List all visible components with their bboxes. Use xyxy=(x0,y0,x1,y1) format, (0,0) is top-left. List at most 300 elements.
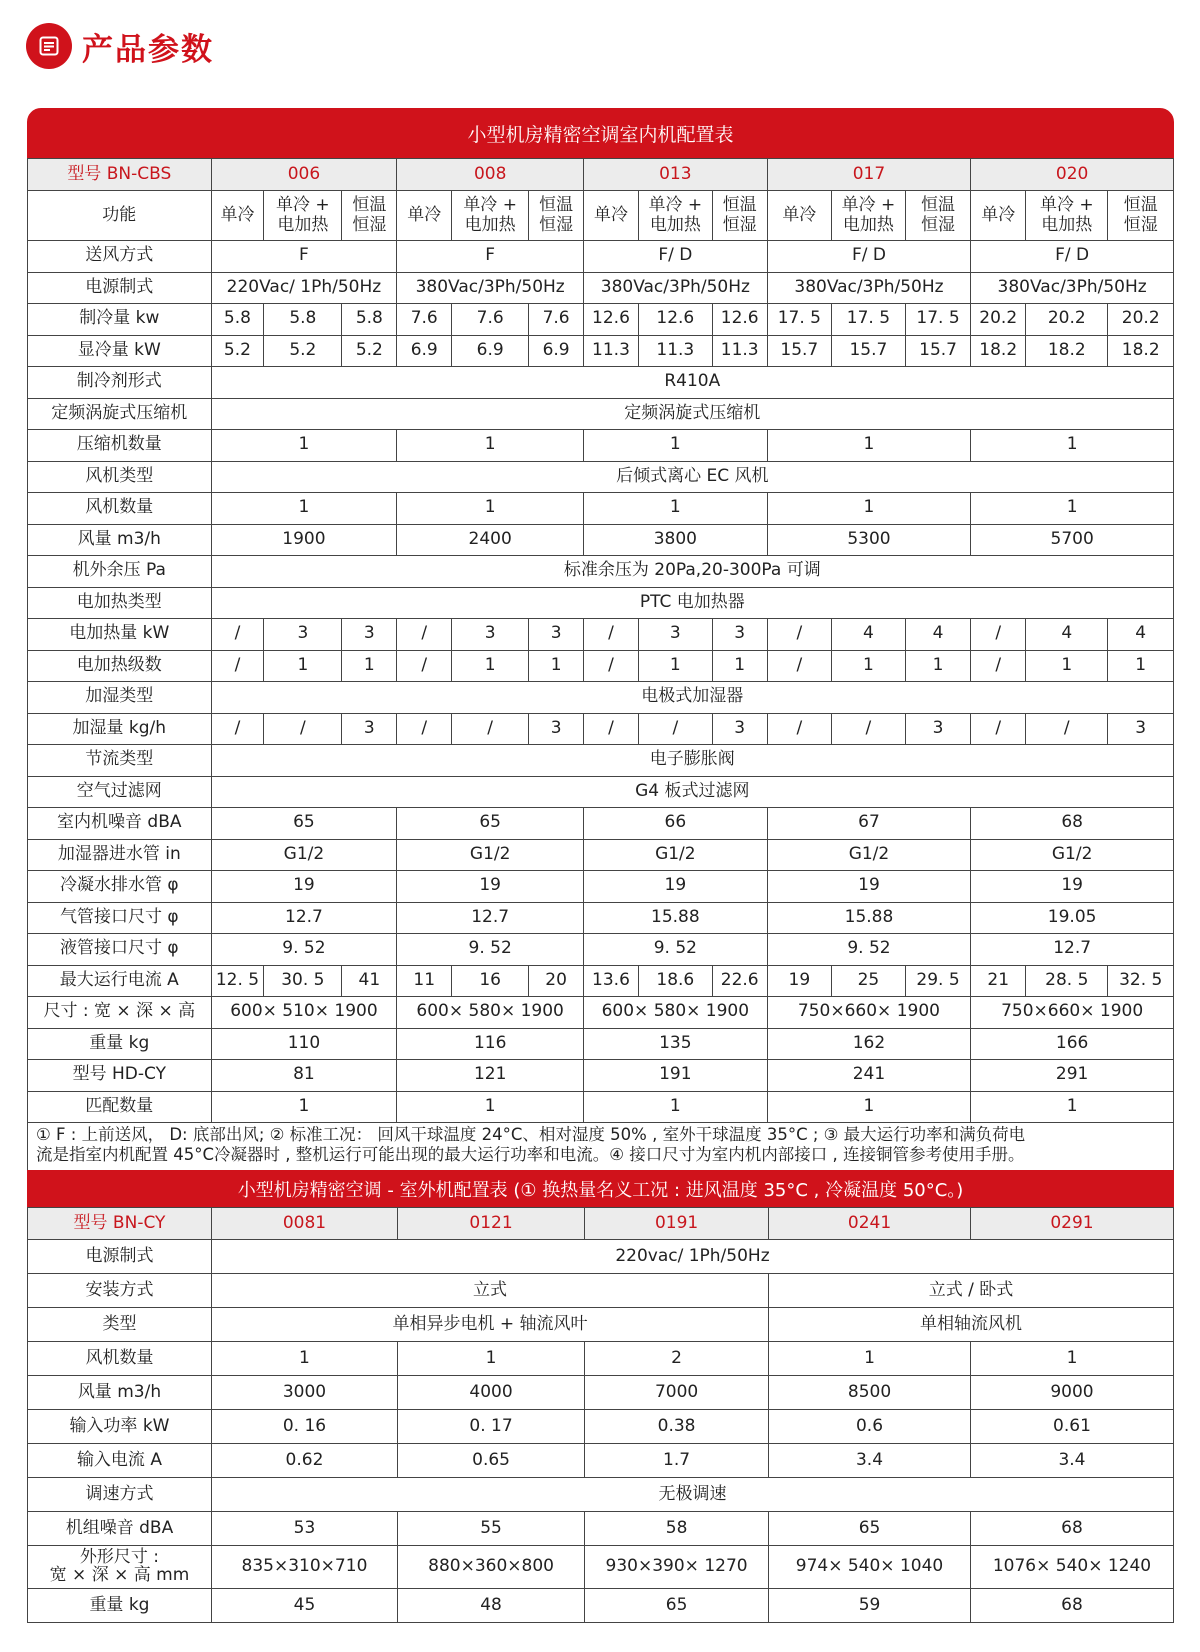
table-cell: 3 xyxy=(264,619,342,651)
model-header: 006 xyxy=(211,159,397,191)
table-cell: G4 板式过滤网 xyxy=(211,776,1173,808)
table-cell: 1.7 xyxy=(585,1444,769,1478)
table-cell: 9. 52 xyxy=(767,934,971,966)
function-header: 单冷 + 电加热 xyxy=(832,191,906,241)
table-row xyxy=(28,1028,1174,1060)
table-cell: 835×310×710 xyxy=(211,1546,397,1589)
table-cell: 191 xyxy=(584,1060,768,1092)
table-cell: / xyxy=(211,650,264,682)
table-cell: 无极调速 xyxy=(211,1478,1173,1512)
row-label: 类型 xyxy=(28,1308,212,1342)
table-cell: 7.6 xyxy=(452,304,529,336)
row-label: 送风方式 xyxy=(28,241,212,273)
table-cell: 15.88 xyxy=(767,902,971,934)
table-row xyxy=(28,430,1174,462)
table-cell: 12.7 xyxy=(397,902,584,934)
row-label: 风机数量 xyxy=(28,493,212,525)
table-cell: 32. 5 xyxy=(1108,965,1174,997)
table-cell: F/ D xyxy=(767,241,971,273)
model-label: 型号 BN-CBS xyxy=(28,159,212,191)
function-header: 恒温 恒湿 xyxy=(529,191,584,241)
table-row xyxy=(28,1308,1174,1342)
row-label: 机组噪音 dBA xyxy=(28,1512,212,1546)
table-cell: 48 xyxy=(398,1589,585,1623)
table-cell: 0. 16 xyxy=(211,1410,397,1444)
table-row xyxy=(28,682,1174,714)
page-title: 产品参数 xyxy=(82,31,214,68)
table-cell: 1 xyxy=(1108,650,1174,682)
table-cell: 后倾式离心 EC 风机 xyxy=(211,461,1173,493)
table-row xyxy=(28,808,1174,840)
table-cell: 53 xyxy=(211,1512,397,1546)
model-header: 0191 xyxy=(585,1208,769,1240)
function-header: 单冷 xyxy=(971,191,1026,241)
table-cell: / xyxy=(971,619,1026,651)
row-label: 显冷量 kW xyxy=(28,335,212,367)
table-cell: 1 xyxy=(767,493,971,525)
function-header: 单冷 + 电加热 xyxy=(264,191,342,241)
table-cell: 220vac/ 1Ph/50Hz xyxy=(211,1240,1173,1274)
table-cell: 3 xyxy=(342,713,397,745)
row-label: 风量 m3/h xyxy=(28,1376,212,1410)
table-cell: 1 xyxy=(398,1342,585,1376)
outdoor-config-table xyxy=(27,1207,1174,1623)
function-header: 恒温 恒湿 xyxy=(905,191,970,241)
table-cell: 定频涡旋式压缩机 xyxy=(211,398,1173,430)
row-label: 气管接口尺寸 φ xyxy=(28,902,212,934)
outdoor-table-title: 小型机房精密空调 - 室外机配置表 (① 换热量名义工况 : 进风温度 35°C , 冷凝温度 50°C。) xyxy=(27,1170,1174,1207)
table-cell: 880×360×800 xyxy=(398,1546,585,1589)
indoor-notes xyxy=(27,1123,1174,1170)
table-cell: 9000 xyxy=(970,1376,1173,1410)
row-label: 电加热类型 xyxy=(28,587,212,619)
table-cell: 1 xyxy=(397,493,584,525)
table-cell: 1 xyxy=(971,493,1174,525)
table-cell: 12.6 xyxy=(712,304,767,336)
table-cell: F/ D xyxy=(971,241,1174,273)
table-cell: 65 xyxy=(769,1512,971,1546)
indoor-table-title: 小型机房精密空调室内机配置表 xyxy=(27,108,1174,158)
table-cell: / xyxy=(832,713,906,745)
table-cell: 1 xyxy=(211,430,397,462)
table-cell: 2400 xyxy=(397,524,584,556)
table-cell: 18.6 xyxy=(638,965,712,997)
table-cell: 81 xyxy=(211,1060,397,1092)
table-row xyxy=(28,1478,1174,1512)
table-cell: 974× 540× 1040 xyxy=(769,1546,971,1589)
table-cell: F xyxy=(397,241,584,273)
table-row xyxy=(28,1410,1174,1444)
table-cell: 11 xyxy=(397,965,452,997)
model-header: 013 xyxy=(584,159,768,191)
row-label: 压缩机数量 xyxy=(28,430,212,462)
table-cell: 65 xyxy=(397,808,584,840)
table-cell: 380Vac/3Ph/50Hz xyxy=(397,272,584,304)
table-cell: 12.7 xyxy=(971,934,1174,966)
table-cell: 65 xyxy=(211,808,397,840)
table-cell: R410A xyxy=(211,367,1173,399)
table-row xyxy=(28,493,1174,525)
row-label: 电源制式 xyxy=(28,1240,212,1274)
table-cell: 1 xyxy=(397,1091,584,1123)
table-cell: 116 xyxy=(397,1028,584,1060)
table-cell: 5.8 xyxy=(211,304,264,336)
table-cell: / xyxy=(584,619,639,651)
table-row xyxy=(28,1444,1174,1478)
table-cell: 162 xyxy=(767,1028,971,1060)
table-cell: G1/2 xyxy=(584,839,768,871)
table-cell: / xyxy=(211,619,264,651)
row-label: 风量 m3/h xyxy=(28,524,212,556)
row-label: 风机类型 xyxy=(28,461,212,493)
table-cell: 1 xyxy=(832,650,906,682)
table-cell: / xyxy=(767,650,831,682)
table-cell: 9. 52 xyxy=(584,934,768,966)
row-label: 制冷剂形式 xyxy=(28,367,212,399)
table-row xyxy=(28,367,1174,399)
table-cell: 1 xyxy=(971,430,1174,462)
table-cell: 15.7 xyxy=(767,335,831,367)
row-label: 匹配数量 xyxy=(28,1091,212,1123)
table-cell: 21 xyxy=(971,965,1026,997)
table-cell: 0.38 xyxy=(585,1410,769,1444)
table-cell: 18.2 xyxy=(971,335,1026,367)
table-cell: 11.3 xyxy=(712,335,767,367)
row-label: 制冷量 kw xyxy=(28,304,212,336)
table-cell: / xyxy=(264,713,342,745)
table-cell: 1 xyxy=(1026,650,1108,682)
table-cell: 19.05 xyxy=(971,902,1174,934)
table-cell: / xyxy=(452,713,529,745)
table-cell: G1/2 xyxy=(397,839,584,871)
table-row xyxy=(28,619,1174,651)
model-header: 0081 xyxy=(211,1208,397,1240)
model-header: 0121 xyxy=(398,1208,585,1240)
table-row xyxy=(28,1512,1174,1546)
function-header: 恒温 恒湿 xyxy=(1108,191,1174,241)
model-header: 0291 xyxy=(970,1208,1173,1240)
table-cell: 19 xyxy=(971,871,1174,903)
table-cell: 0.62 xyxy=(211,1444,397,1478)
row-label: 重量 kg xyxy=(28,1589,212,1623)
table-cell: 30. 5 xyxy=(264,965,342,997)
table-cell: 55 xyxy=(398,1512,585,1546)
table-row xyxy=(28,713,1174,745)
table-cell: 241 xyxy=(767,1060,971,1092)
table-cell: 1 xyxy=(905,650,970,682)
table-cell: 0. 17 xyxy=(398,1410,585,1444)
table-cell: 8500 xyxy=(769,1376,971,1410)
table-cell: / xyxy=(767,713,831,745)
table-cell: 3.4 xyxy=(769,1444,971,1478)
model-header: 008 xyxy=(397,159,584,191)
table-cell: 1076× 540× 1240 xyxy=(970,1546,1173,1589)
note-line: 流是指室内机配置 45°C冷凝器时 , 整机运行可能出现的最大运行功率和电流。④ 接口尺寸为室内机内部接口 , 连接铜管参考使用手册。 xyxy=(36,1145,1025,1164)
row-label: 输入电流 A xyxy=(28,1444,212,1478)
table-cell: 600× 580× 1900 xyxy=(584,997,768,1029)
table-cell: 3.4 xyxy=(970,1444,1173,1478)
table-cell: 1 xyxy=(264,650,342,682)
table-cell: 1 xyxy=(211,493,397,525)
row-label: 节流类型 xyxy=(28,745,212,777)
table-cell: 11.3 xyxy=(638,335,712,367)
table-cell: 29. 5 xyxy=(905,965,970,997)
table-cell: 1 xyxy=(452,650,529,682)
table-cell: 4 xyxy=(1108,619,1174,651)
table-cell: G1/2 xyxy=(211,839,397,871)
table-cell: 1 xyxy=(584,430,768,462)
table-cell: 5.2 xyxy=(342,335,397,367)
table-cell: 3 xyxy=(529,619,584,651)
row-label: 室内机噪音 dBA xyxy=(28,808,212,840)
table-cell: 1 xyxy=(767,430,971,462)
table-cell: 15.7 xyxy=(832,335,906,367)
table-cell: 380Vac/3Ph/50Hz xyxy=(971,272,1174,304)
table-cell: 380Vac/3Ph/50Hz xyxy=(584,272,768,304)
table-cell: 18.2 xyxy=(1026,335,1108,367)
table-cell: 1 xyxy=(584,493,768,525)
table-cell: 20 xyxy=(529,965,584,997)
table-cell: 12.6 xyxy=(638,304,712,336)
table-cell: 58 xyxy=(585,1512,769,1546)
table-cell: 67 xyxy=(767,808,971,840)
row-label: 加湿类型 xyxy=(28,682,212,714)
table-cell: / xyxy=(584,650,639,682)
table-cell: 12.7 xyxy=(211,902,397,934)
table-cell: 立式 xyxy=(211,1274,768,1308)
function-header: 单冷 xyxy=(397,191,452,241)
table-cell: 17. 5 xyxy=(905,304,970,336)
function-header: 单冷 + 电加热 xyxy=(638,191,712,241)
model-label: 型号 BN-CY xyxy=(28,1208,212,1240)
table-cell: 3 xyxy=(452,619,529,651)
document-list-icon xyxy=(26,23,72,69)
table-cell: 6.9 xyxy=(529,335,584,367)
table-cell: 20.2 xyxy=(1026,304,1108,336)
table-cell: 0.6 xyxy=(769,1410,971,1444)
table-cell: 5.2 xyxy=(211,335,264,367)
row-label: 最大运行电流 A xyxy=(28,965,212,997)
table-cell: 16 xyxy=(452,965,529,997)
row-label: 冷凝水排水管 φ xyxy=(28,871,212,903)
model-header: 0241 xyxy=(769,1208,971,1240)
function-header: 单冷 + 电加热 xyxy=(1026,191,1108,241)
table-cell: 0.61 xyxy=(970,1410,1173,1444)
table-cell: 18.2 xyxy=(1108,335,1174,367)
table-cell: 66 xyxy=(584,808,768,840)
table-cell: 12. 5 xyxy=(211,965,264,997)
function-row xyxy=(28,191,1174,241)
table-cell: 15.88 xyxy=(584,902,768,934)
table-row xyxy=(28,839,1174,871)
function-header: 单冷 xyxy=(584,191,639,241)
table-cell: 19 xyxy=(767,965,831,997)
table-cell: 750×660× 1900 xyxy=(767,997,971,1029)
row-label: 功能 xyxy=(28,191,212,241)
table-cell: / xyxy=(971,650,1026,682)
table-cell: 1 xyxy=(584,1091,768,1123)
model-row xyxy=(28,1208,1174,1240)
table-cell: 1 xyxy=(971,1091,1174,1123)
table-cell: / xyxy=(397,713,452,745)
table-cell: 166 xyxy=(971,1028,1174,1060)
table-cell: 3 xyxy=(1108,713,1174,745)
table-cell: 6.9 xyxy=(397,335,452,367)
table-cell: 17. 5 xyxy=(832,304,906,336)
table-cell: 6.9 xyxy=(452,335,529,367)
table-cell: 25 xyxy=(832,965,906,997)
table-cell: 1 xyxy=(211,1342,397,1376)
table-cell: 7.6 xyxy=(397,304,452,336)
table-cell: 68 xyxy=(971,808,1174,840)
table-cell: 7000 xyxy=(585,1376,769,1410)
table-cell: 135 xyxy=(584,1028,768,1060)
table-row xyxy=(28,934,1174,966)
table-cell: 3000 xyxy=(211,1376,397,1410)
function-header: 单冷 xyxy=(767,191,831,241)
table-cell: / xyxy=(971,713,1026,745)
row-label: 尺寸 : 宽 × 深 × 高 xyxy=(28,997,212,1029)
table-cell: 3800 xyxy=(584,524,768,556)
row-label: 重量 kg xyxy=(28,1028,212,1060)
table-row xyxy=(28,335,1174,367)
table-row xyxy=(28,1240,1174,1274)
table-cell: 19 xyxy=(584,871,768,903)
table-row xyxy=(28,1091,1174,1123)
row-label: 输入功率 kW xyxy=(28,1410,212,1444)
table-cell: 19 xyxy=(397,871,584,903)
table-row xyxy=(28,461,1174,493)
row-label: 机外余压 Pa xyxy=(28,556,212,588)
table-cell: 1 xyxy=(529,650,584,682)
table-cell: / xyxy=(397,650,452,682)
table-cell: 19 xyxy=(211,871,397,903)
table-row xyxy=(28,902,1174,934)
table-row xyxy=(28,304,1174,336)
row-label: 调速方式 xyxy=(28,1478,212,1512)
table-cell: 19 xyxy=(767,871,971,903)
table-cell: 2 xyxy=(585,1342,769,1376)
table-row xyxy=(28,1589,1174,1623)
table-cell: / xyxy=(211,713,264,745)
table-cell: 1 xyxy=(211,1091,397,1123)
table-cell: 9. 52 xyxy=(211,934,397,966)
table-cell: 20.2 xyxy=(971,304,1026,336)
model-row xyxy=(28,159,1174,191)
table-cell: 1 xyxy=(769,1342,971,1376)
table-cell: 标准余压为 20Pa,20-300Pa 可调 xyxy=(211,556,1173,588)
table-cell: 750×660× 1900 xyxy=(971,997,1174,1029)
table-cell: 3 xyxy=(905,713,970,745)
table-cell: 4000 xyxy=(398,1376,585,1410)
table-cell: F/ D xyxy=(584,241,768,273)
table-row xyxy=(28,745,1174,777)
row-label: 加湿器进水管 in xyxy=(28,839,212,871)
row-label: 定频涡旋式压缩机 xyxy=(28,398,212,430)
table-cell: 600× 580× 1900 xyxy=(397,997,584,1029)
table-cell: / xyxy=(1026,713,1108,745)
indoor-config-table xyxy=(27,158,1174,1123)
table-cell: 59 xyxy=(769,1589,971,1623)
table-cell: 电子膨胀阀 xyxy=(211,745,1173,777)
table-cell: 22.6 xyxy=(712,965,767,997)
row-label: 外形尺寸 : 宽 × 深 × 高 mm xyxy=(28,1546,212,1589)
table-cell: 121 xyxy=(397,1060,584,1092)
table-cell: 1 xyxy=(638,650,712,682)
table-cell: 3 xyxy=(712,713,767,745)
table-row xyxy=(28,1274,1174,1308)
function-header: 单冷 xyxy=(211,191,264,241)
table-cell: 立式 / 卧式 xyxy=(769,1274,1174,1308)
table-cell: 1900 xyxy=(211,524,397,556)
table-cell: G1/2 xyxy=(767,839,971,871)
note-line: ① F : 上前送风， D: 底部出风; ② 标准工况： 回风干球温度 24°C、相对湿度 50% , 室外干球温度 35°C ; ③ 最大运行功率和满负荷电 xyxy=(36,1125,1026,1144)
function-header: 恒温 恒湿 xyxy=(342,191,397,241)
table-cell: 20.2 xyxy=(1108,304,1174,336)
table-cell: 17. 5 xyxy=(767,304,831,336)
table-cell: 68 xyxy=(970,1512,1173,1546)
table-cell: 1 xyxy=(342,650,397,682)
table-cell: 45 xyxy=(211,1589,397,1623)
table-cell: 1 xyxy=(970,1342,1173,1376)
table-cell: G1/2 xyxy=(971,839,1174,871)
table-cell: 110 xyxy=(211,1028,397,1060)
table-cell: 1 xyxy=(712,650,767,682)
table-row xyxy=(28,650,1174,682)
table-cell: 单相异步电机 + 轴流风叶 xyxy=(211,1308,768,1342)
table-cell: F xyxy=(211,241,397,273)
table-cell: / xyxy=(767,619,831,651)
table-row xyxy=(28,587,1174,619)
table-cell: / xyxy=(638,713,712,745)
table-cell: 单相轴流风机 xyxy=(769,1308,1174,1342)
row-label: 空气过滤网 xyxy=(28,776,212,808)
table-cell: 5700 xyxy=(971,524,1174,556)
table-cell: 3 xyxy=(712,619,767,651)
table-cell: PTC 电加热器 xyxy=(211,587,1173,619)
table-row xyxy=(28,524,1174,556)
row-label: 安装方式 xyxy=(28,1274,212,1308)
table-row xyxy=(28,1546,1174,1589)
table-row xyxy=(28,556,1174,588)
table-row xyxy=(28,241,1174,273)
table-row xyxy=(28,1060,1174,1092)
row-label: 加湿量 kg/h xyxy=(28,713,212,745)
function-header: 单冷 + 电加热 xyxy=(452,191,529,241)
table-cell: 12.6 xyxy=(584,304,639,336)
table-cell: 3 xyxy=(638,619,712,651)
table-cell: 4 xyxy=(1026,619,1108,651)
table-cell: 1 xyxy=(767,1091,971,1123)
table-row xyxy=(28,776,1174,808)
row-label: 风机数量 xyxy=(28,1342,212,1376)
table-cell: 930×390× 1270 xyxy=(585,1546,769,1589)
table-cell: 电极式加湿器 xyxy=(211,682,1173,714)
table-row xyxy=(28,1376,1174,1410)
table-cell: 9. 52 xyxy=(397,934,584,966)
table-row xyxy=(28,871,1174,903)
table-cell: 220Vac/ 1Ph/50Hz xyxy=(211,272,397,304)
row-label: 电源制式 xyxy=(28,272,212,304)
row-label: 电加热量 kW xyxy=(28,619,212,651)
table-cell: 3 xyxy=(342,619,397,651)
table-cell: 291 xyxy=(971,1060,1174,1092)
table-cell: 4 xyxy=(832,619,906,651)
table-row xyxy=(28,965,1174,997)
table-cell: 4 xyxy=(905,619,970,651)
table-cell: 5300 xyxy=(767,524,971,556)
table-cell: 1 xyxy=(397,430,584,462)
